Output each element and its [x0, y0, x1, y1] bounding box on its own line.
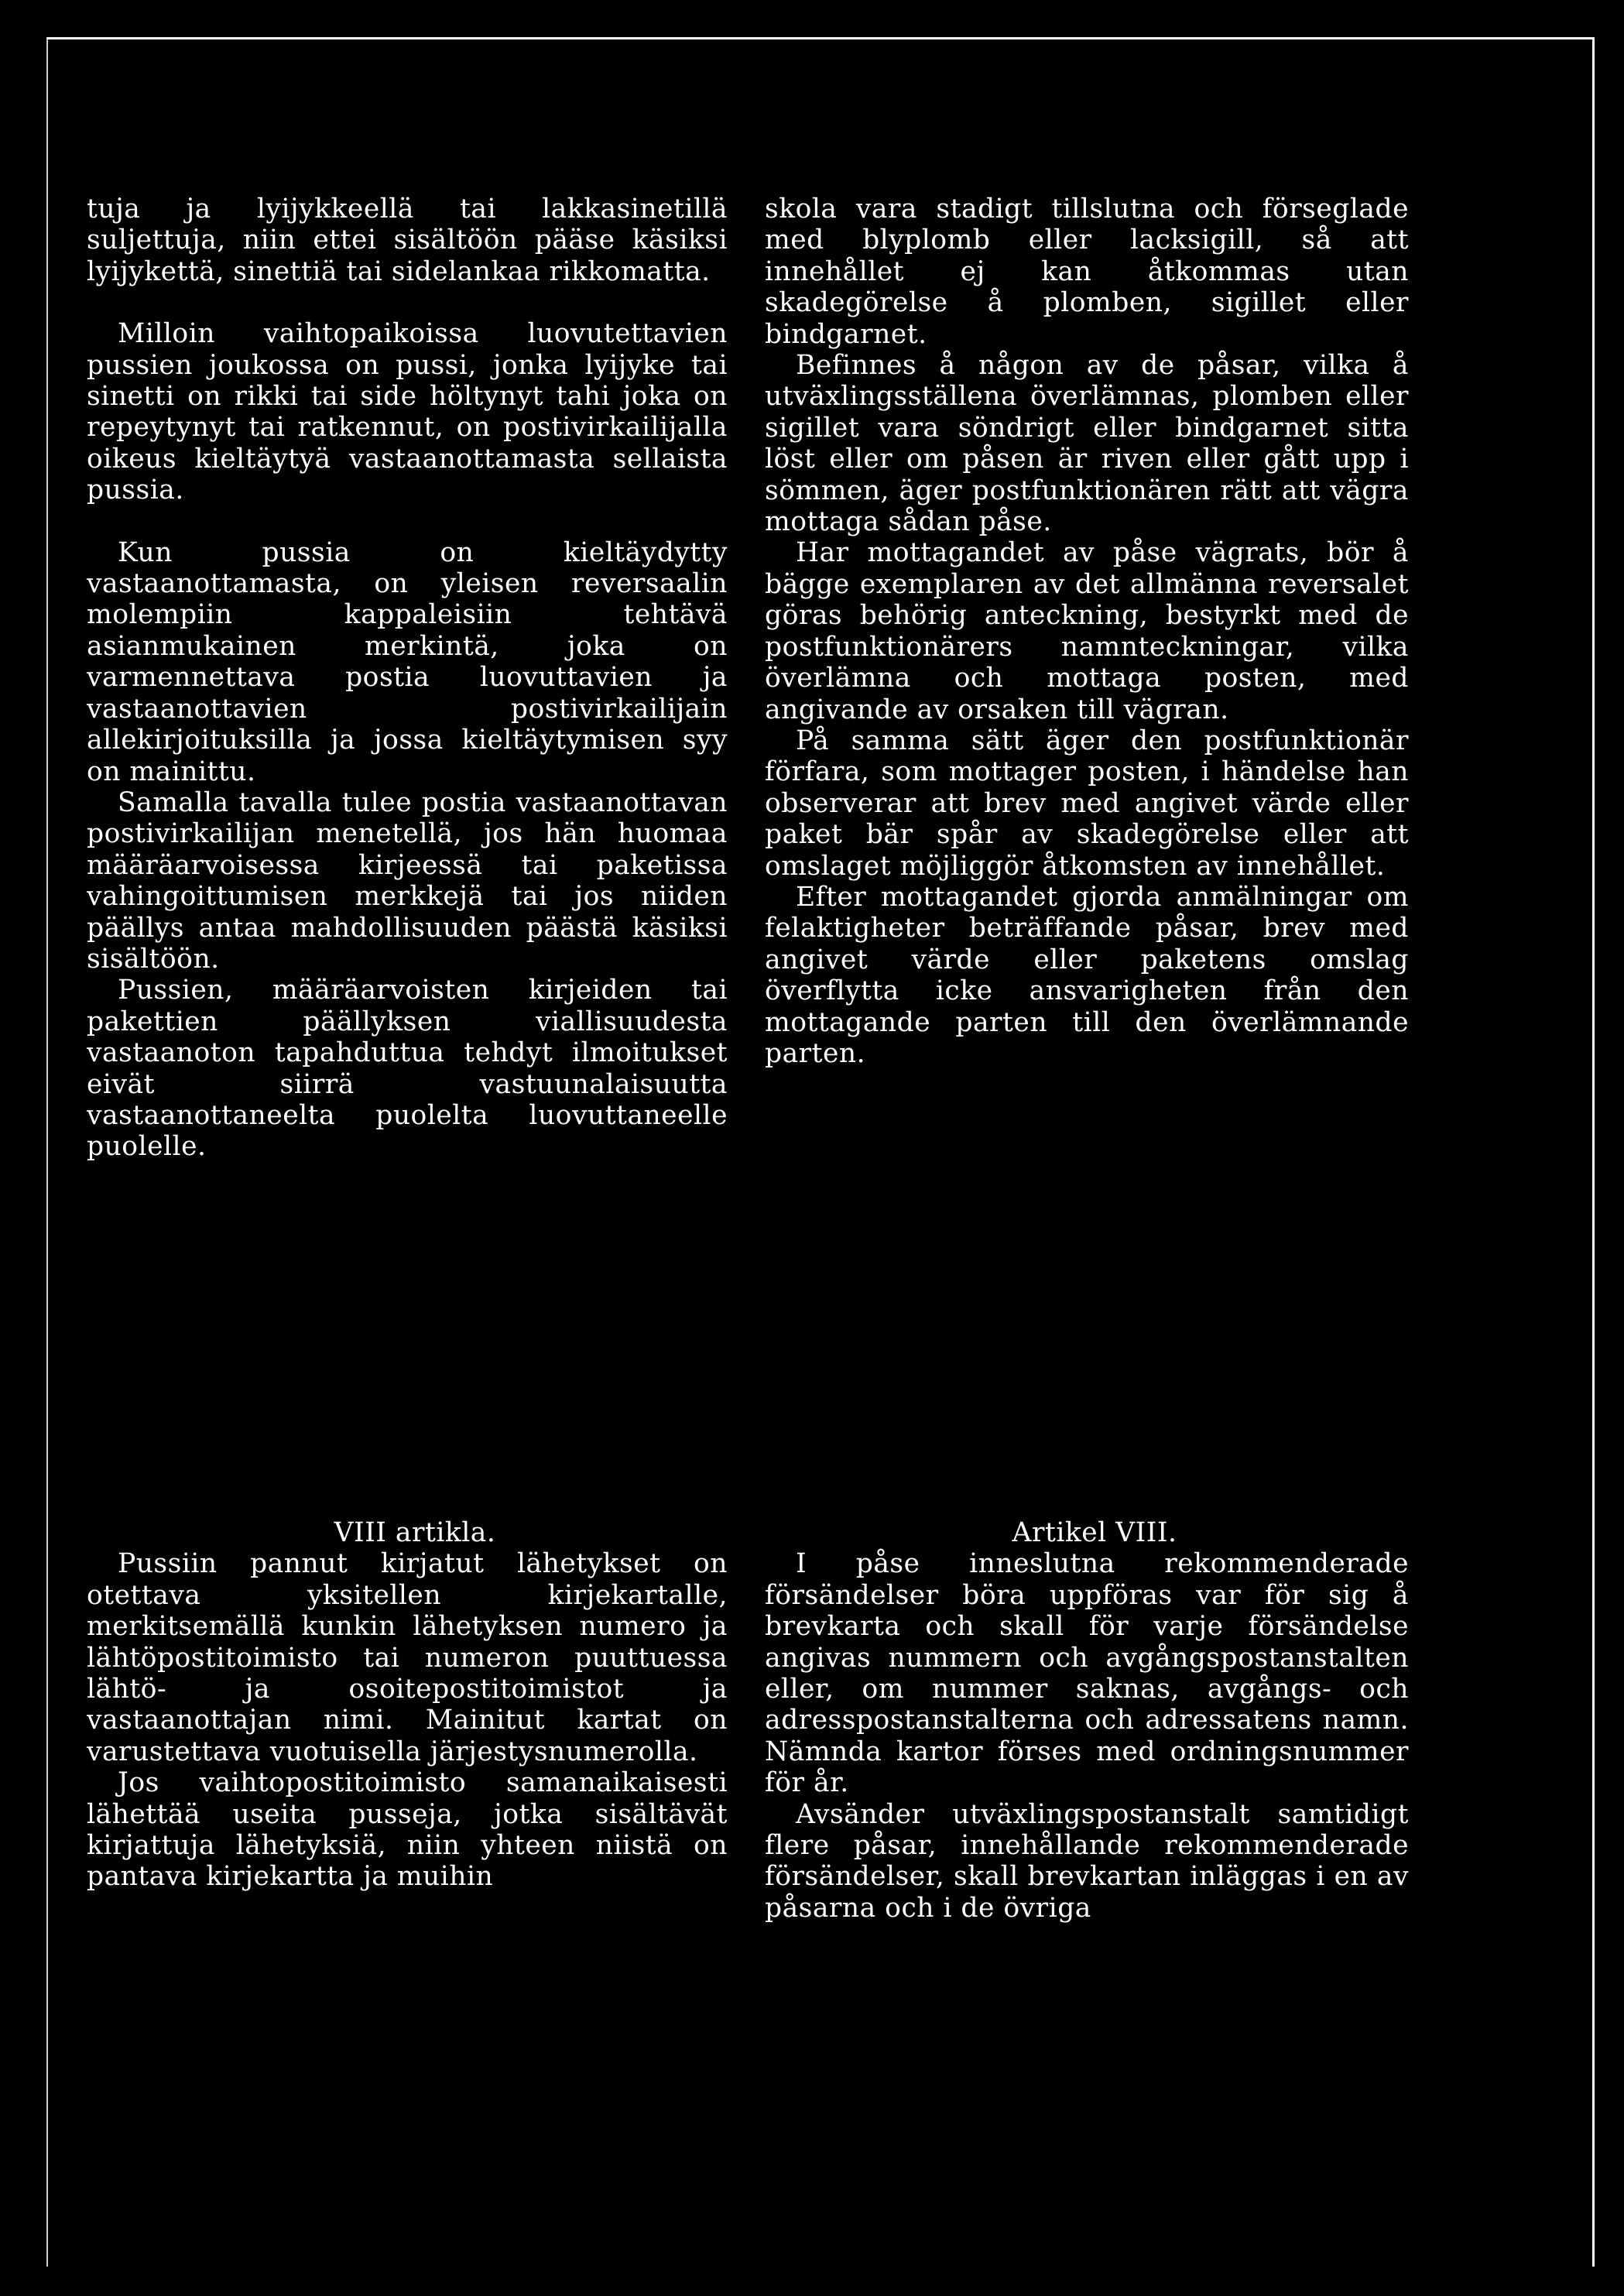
- swedish-column-top: [765, 194, 1409, 1069]
- paragraph: Samalla tavalla tulee postia vastaanottavan postivirkailijan menetellä, jos hän huomaa määräarvoisessa kirjeessä tai paketissa vahingoittumisen merkkejä tai jos niiden päällys antaa mahdollisuuden päästä käsiksi sisältöön.: [87, 786, 728, 975]
- paragraph: På samma sätt äger den postfunktionär förfara, som mottager posten, i händelse han observerar att brev med angivet värde eller paket bär spår av skadegörelse eller att omslaget möjliggör åtkomsten av innehållet.: [765, 725, 1409, 882]
- finnish-column-article: [87, 1517, 728, 1893]
- paragraph: skola vara stadigt tillslutna och förseglade med blyplomb eller lacksigill, så att innehållet ej kan åtkommas utan skadegörelse å plomben, sigillet eller bindgarnet.: [765, 194, 1409, 350]
- paragraph: Pussiin pannut kirjatut lähetykset on otettava yksitellen kirjekartalle, merkitsemällä kunkin lähetyksen numero ja lähtöpostitoimisto tai numeron puuttuessa lähtö- ja osoitepostitoimistot ja vastaanottajan nimi. Mainitut kartat on varustettava vuotuisella järjestysnumerolla.: [87, 1548, 728, 1767]
- paragraph: Pussien, määräarvoisten kirjeiden tai pakettien päällyksen viallisuudesta vastaanoton tapahduttua tehdyt ilmoitukset eivät siirrä vastuunalaisuutta vastaanottaneelta puolelta luovuttaneelle puolelle.: [87, 975, 728, 1163]
- paragraph: Befinnes å någon av de påsar, vilka å utväxlingsställena överlämnas, plomben eller sigillet vara söndrigt eller bindgarnet sitta löst eller om påsen är riven eller gått upp i sömmen, äger postfunktionären rätt att vägra mottaga sådan påse.: [765, 350, 1409, 538]
- paragraph: Avsänder utväxlingspostanstalt samtidigt flere påsar, innehållande rekommenderade försändelser, skall brevkartan inläggas i en av påsarna och i de övriga: [765, 1798, 1409, 1924]
- paragraph: Milloin vaihtopaikoissa luovutettavien pussien joukossa on pussi, jonka lyijyke tai sinetti on rikki tai side höltynyt tahi joka on repeytynyt tai ratkennut, on postivirkailijalla oikeus kieltäytyä vastaanottamasta sellaista pussia.: [87, 318, 728, 506]
- paragraph: Har mottagandet av påse vägrats, bör å bägge exemplaren av det allmänna reversalet göras behörig anteckning, bestyrkt med de postfunktionärers namnteckningar, vilka överlämna och mottaga posten, med angivande av orsaken till vägran.: [765, 537, 1409, 725]
- article-heading: VIII artikla.: [334, 1517, 496, 1548]
- paragraph: Efter mottagandet gjorda anmälningar om felaktigheter beträffande påsar, brev med angivet värde eller paketens omslag överflytta icke ansvarigheten från den mottagande parten till den överlämnande parten.: [765, 881, 1409, 1069]
- finnish-column-top: [87, 194, 728, 1163]
- paragraph: Kun pussia on kieltäydytty vastaanottamasta, on yleisen reversaalin molempiin kappaleisiin tehtävä asianmukainen merkintä, joka on varmennettava postia luovuttavien ja vastaanottavien postivirkailijain allekirjoituksilla ja jossa kieltäytymisen syy on mainittu.: [87, 536, 728, 787]
- swedish-column-article: [765, 1517, 1409, 1924]
- paragraph: I påse inneslutna rekommenderade försändelser böra uppföras var för sig å brevkarta och skall för varje försändelse angivas nummern och avgångspostanstalten eller, om nummer saknas, avgångs- och adresspostanstalterna och adressatens namn. Nämnda kartor förses med ordningsnummer för år.: [765, 1548, 1409, 1799]
- article-heading: Artikel VIII.: [1012, 1517, 1177, 1548]
- paragraph: tuja ja lyijykkeellä tai lakkasinetillä suljettuja, niin ettei sisältöön pääse käsiksi lyijykettä, sinettiä tai sidelankaa rikkomatta.: [87, 194, 728, 287]
- paragraph: Jos vaihtopostitoimisto samanaikaisesti lähettää useita pusseja, jotka sisältävät kirjattuja lähetyksiä, niin yhteen niistä on pantava kirjekartta ja muihin: [87, 1767, 728, 1893]
